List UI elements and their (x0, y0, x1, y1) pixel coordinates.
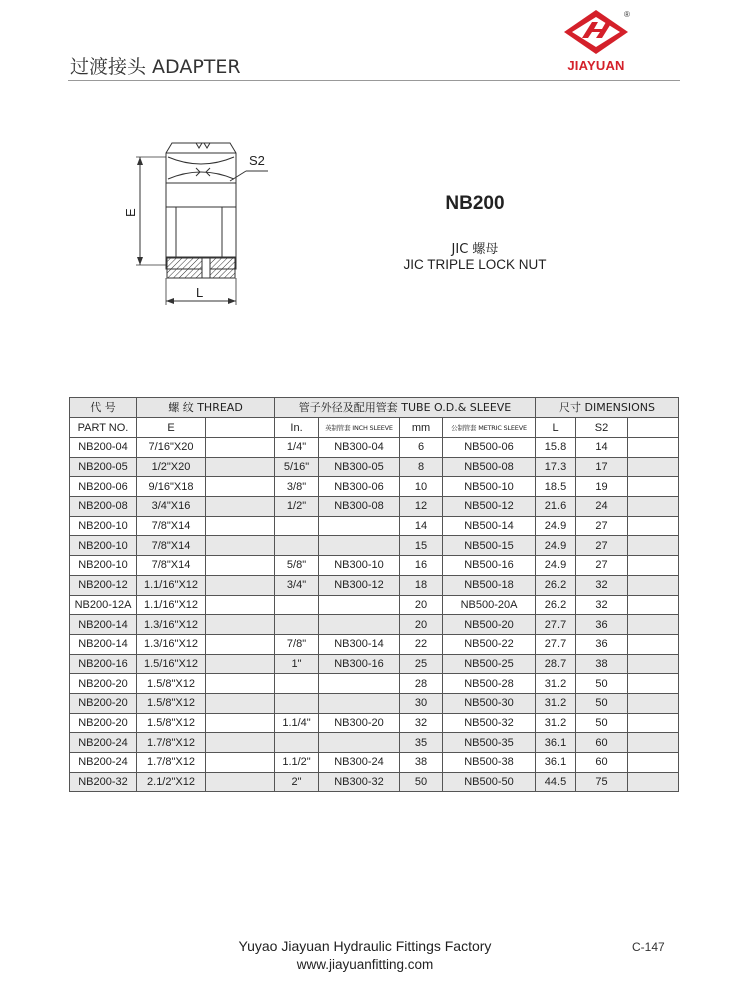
cell-empty (206, 536, 275, 556)
cell-metric-sleeve: NB500-18 (443, 575, 536, 595)
cell-part-no: NB200-20 (70, 693, 137, 713)
cell-thread: 7/8"X14 (137, 556, 206, 576)
cell-inch (275, 733, 319, 753)
cell-s2: 14 (576, 438, 628, 458)
cell-mm: 16 (400, 556, 443, 576)
cell-inch (275, 615, 319, 635)
cell-metric-sleeve: NB500-12 (443, 497, 536, 517)
cell-inch-sleeve (319, 615, 400, 635)
cell-s2: 27 (576, 556, 628, 576)
cell-thread: 7/16"X20 (137, 438, 206, 458)
cell-thread: 1.3/16"X12 (137, 634, 206, 654)
cell-inch-sleeve: NB300-32 (319, 772, 400, 792)
cell-part-no: NB200-10 (70, 536, 137, 556)
cell-inch: 7/8" (275, 634, 319, 654)
product-name-en: JIC TRIPLE LOCK NUT (403, 257, 547, 272)
header-inch-sleeve: 英制管套 INCH SLEEVE (319, 418, 400, 438)
cell-s2: 50 (576, 713, 628, 733)
cell-thread: 1.7/8"X12 (137, 733, 206, 753)
l-label: L (196, 285, 204, 300)
cell-inch: 1/2" (275, 497, 319, 517)
cell-inch: 5/16" (275, 457, 319, 477)
cell-empty (628, 457, 679, 477)
cell-empty (628, 556, 679, 576)
cell-empty (206, 634, 275, 654)
cell-mm: 32 (400, 713, 443, 733)
table-row (70, 634, 679, 654)
cell-mm: 30 (400, 693, 443, 713)
table-row (70, 713, 679, 733)
cell-part-no: NB200-16 (70, 654, 137, 674)
cell-mm: 20 (400, 595, 443, 615)
cell-mm: 22 (400, 634, 443, 654)
cell-s2: 36 (576, 615, 628, 635)
cell-empty (628, 615, 679, 635)
cell-mm: 10 (400, 477, 443, 497)
cell-part-no: NB200-14 (70, 634, 137, 654)
cell-metric-sleeve: NB500-50 (443, 772, 536, 792)
cell-thread: 3/4"X16 (137, 497, 206, 517)
cell-s2: 17 (576, 457, 628, 477)
cell-metric-sleeve: NB500-20A (443, 595, 536, 615)
table-row (70, 438, 679, 458)
cell-inch: 5/8" (275, 556, 319, 576)
table-row (70, 556, 679, 576)
cell-empty (206, 753, 275, 773)
cell-part-no: NB200-20 (70, 674, 137, 694)
cell-inch-sleeve: NB300-12 (319, 575, 400, 595)
table-row (70, 575, 679, 595)
cell-l: 26.2 (536, 595, 576, 615)
table-row (70, 615, 679, 635)
cell-metric-sleeve: NB500-06 (443, 438, 536, 458)
cell-l: 24.9 (536, 536, 576, 556)
cell-metric-sleeve: NB500-30 (443, 693, 536, 713)
cell-l: 31.2 (536, 674, 576, 694)
cell-inch-sleeve (319, 516, 400, 536)
cell-inch-sleeve: NB300-08 (319, 497, 400, 517)
cell-inch-sleeve: NB300-16 (319, 654, 400, 674)
cell-empty (206, 575, 275, 595)
table-row (70, 536, 679, 556)
cell-inch: 1/4" (275, 438, 319, 458)
jiayuan-logo (556, 8, 636, 74)
cell-inch (275, 693, 319, 713)
cell-s2: 27 (576, 516, 628, 536)
cell-part-no: NB200-12 (70, 575, 137, 595)
table-row (70, 516, 679, 536)
header-empty (206, 418, 275, 438)
cell-l: 36.1 (536, 753, 576, 773)
table-row (70, 772, 679, 792)
cell-s2: 19 (576, 477, 628, 497)
cell-mm: 6 (400, 438, 443, 458)
cell-thread: 1.5/8"X12 (137, 713, 206, 733)
cell-part-no: NB200-24 (70, 733, 137, 753)
header-mm: mm (400, 418, 443, 438)
cell-s2: 50 (576, 674, 628, 694)
cell-inch (275, 516, 319, 536)
header-e: E (137, 418, 206, 438)
cell-empty (628, 516, 679, 536)
header-metric-sleeve: 公制管套 METRIC SLEEVE (443, 418, 536, 438)
cell-mm: 35 (400, 733, 443, 753)
table-row (70, 595, 679, 615)
cell-mm: 25 (400, 654, 443, 674)
cell-s2: 60 (576, 733, 628, 753)
cell-empty (206, 438, 275, 458)
cell-inch (275, 595, 319, 615)
cell-metric-sleeve: NB500-16 (443, 556, 536, 576)
cell-empty (206, 693, 275, 713)
cell-inch-sleeve: NB300-14 (319, 634, 400, 654)
spec-table (69, 397, 679, 792)
cell-thread: 1.3/16"X12 (137, 615, 206, 635)
table-row (70, 654, 679, 674)
cell-s2: 50 (576, 693, 628, 713)
sub-header-row (70, 418, 679, 438)
cell-inch: 3/4" (275, 575, 319, 595)
cell-metric-sleeve: NB500-08 (443, 457, 536, 477)
cell-thread: 9/16"X18 (137, 477, 206, 497)
table-row (70, 497, 679, 517)
cell-metric-sleeve: NB500-28 (443, 674, 536, 694)
cell-inch-sleeve: NB300-20 (319, 713, 400, 733)
cell-thread: 1.1/16"X12 (137, 595, 206, 615)
cell-l: 24.9 (536, 556, 576, 576)
e-label: E (123, 208, 138, 217)
cell-inch-sleeve (319, 536, 400, 556)
cell-metric-sleeve: NB500-22 (443, 634, 536, 654)
cell-s2: 24 (576, 497, 628, 517)
cell-s2: 32 (576, 595, 628, 615)
s2-label: S2 (249, 153, 265, 168)
cell-empty (628, 713, 679, 733)
cell-inch: 2" (275, 772, 319, 792)
cell-inch-sleeve: NB300-06 (319, 477, 400, 497)
cell-empty (628, 753, 679, 773)
cell-l: 17.3 (536, 457, 576, 477)
cell-inch: 1.1/4" (275, 713, 319, 733)
cell-inch (275, 536, 319, 556)
cell-mm: 18 (400, 575, 443, 595)
cell-inch-sleeve (319, 733, 400, 753)
cell-empty (206, 733, 275, 753)
cell-l: 27.7 (536, 615, 576, 635)
table-row (70, 477, 679, 497)
cell-empty (628, 772, 679, 792)
cell-thread: 2.1/2"X12 (137, 772, 206, 792)
cell-inch-sleeve (319, 674, 400, 694)
header-l: L (536, 418, 576, 438)
cell-empty (206, 516, 275, 536)
table-row (70, 674, 679, 694)
cell-empty (628, 674, 679, 694)
product-name-cn: JIC 螺母 (451, 242, 499, 257)
cell-metric-sleeve: NB500-14 (443, 516, 536, 536)
header-thread: 螺 纹 THREAD (137, 398, 275, 418)
cell-thread: 7/8"X14 (137, 536, 206, 556)
cell-empty (628, 654, 679, 674)
cell-empty (628, 575, 679, 595)
cell-part-no: NB200-06 (70, 477, 137, 497)
cell-thread: 1.5/16"X12 (137, 654, 206, 674)
cell-l: 15.8 (536, 438, 576, 458)
cell-l: 21.6 (536, 497, 576, 517)
cell-empty (206, 457, 275, 477)
cell-part-no: NB200-04 (70, 438, 137, 458)
header-divider (68, 80, 680, 81)
cell-inch-sleeve: NB300-24 (319, 753, 400, 773)
cell-thread: 1.7/8"X12 (137, 753, 206, 773)
group-header-row (70, 398, 679, 418)
cell-l: 26.2 (536, 575, 576, 595)
header-inch: In. (275, 418, 319, 438)
registered-mark: ® (624, 10, 630, 19)
cell-l: 24.9 (536, 516, 576, 536)
footer-company: Yuyao Jiayuan Hydraulic Fittings Factory (238, 938, 492, 954)
cell-part-no: NB200-10 (70, 516, 137, 536)
table-row (70, 457, 679, 477)
header-dimensions: 尺寸 DIMENSIONS (536, 398, 679, 418)
cell-empty (206, 556, 275, 576)
cell-s2: 27 (576, 536, 628, 556)
cell-empty (206, 497, 275, 517)
cell-mm: 15 (400, 536, 443, 556)
cell-empty (628, 438, 679, 458)
cell-s2: 60 (576, 753, 628, 773)
cell-s2: 75 (576, 772, 628, 792)
cell-empty (628, 693, 679, 713)
cell-part-no: NB200-14 (70, 615, 137, 635)
cell-empty (206, 674, 275, 694)
cell-empty (206, 713, 275, 733)
cell-empty (628, 477, 679, 497)
cell-inch (275, 674, 319, 694)
cell-metric-sleeve: NB500-38 (443, 753, 536, 773)
cell-inch-sleeve: NB300-04 (319, 438, 400, 458)
cell-empty (206, 477, 275, 497)
page-title: 过渡接头 ADAPTER (70, 56, 241, 78)
cell-metric-sleeve: NB500-35 (443, 733, 536, 753)
cell-inch-sleeve (319, 595, 400, 615)
cell-inch-sleeve (319, 693, 400, 713)
logo-mark-icon (562, 8, 630, 54)
cell-empty (628, 733, 679, 753)
cell-empty (628, 536, 679, 556)
header-s2: S2 (576, 418, 628, 438)
cell-metric-sleeve: NB500-20 (443, 615, 536, 635)
cell-metric-sleeve: NB500-15 (443, 536, 536, 556)
cell-empty (206, 654, 275, 674)
product-code: NB200 (445, 193, 505, 214)
cell-l: 31.2 (536, 693, 576, 713)
header-part-no: PART NO. (70, 418, 137, 438)
header-tube: 管子外径及配用管套 TUBE O.D.& SLEEVE (275, 398, 536, 418)
cell-mm: 8 (400, 457, 443, 477)
cell-inch: 1" (275, 654, 319, 674)
cell-metric-sleeve: NB500-25 (443, 654, 536, 674)
cell-inch-sleeve: NB300-10 (319, 556, 400, 576)
cell-s2: 38 (576, 654, 628, 674)
cell-mm: 50 (400, 772, 443, 792)
cell-s2: 36 (576, 634, 628, 654)
table-row (70, 693, 679, 713)
table-row (70, 733, 679, 753)
cell-part-no: NB200-20 (70, 713, 137, 733)
cell-part-no: NB200-32 (70, 772, 137, 792)
footer-url: www.jiayuanfitting.com (296, 957, 434, 972)
cell-part-no: NB200-12A (70, 595, 137, 615)
cell-mm: 12 (400, 497, 443, 517)
cell-mm: 20 (400, 615, 443, 635)
header-part-cn: 代 号 (70, 398, 137, 418)
cell-metric-sleeve: NB500-32 (443, 713, 536, 733)
page-number: C-147 (632, 940, 665, 954)
cell-part-no: NB200-24 (70, 753, 137, 773)
table-row (70, 753, 679, 773)
cell-empty (206, 772, 275, 792)
cell-empty (628, 497, 679, 517)
cell-l: 44.5 (536, 772, 576, 792)
cell-part-no: NB200-10 (70, 556, 137, 576)
cell-thread: 1/2"X20 (137, 457, 206, 477)
cell-mm: 28 (400, 674, 443, 694)
cell-l: 28.7 (536, 654, 576, 674)
cell-l: 36.1 (536, 733, 576, 753)
cell-thread: 7/8"X14 (137, 516, 206, 536)
cell-thread: 1.5/8"X12 (137, 693, 206, 713)
cell-part-no: NB200-05 (70, 457, 137, 477)
cell-empty (628, 634, 679, 654)
cell-inch: 1.1/2" (275, 753, 319, 773)
cell-metric-sleeve: NB500-10 (443, 477, 536, 497)
logo-text: JIAYUAN (567, 58, 625, 73)
technical-drawing (118, 135, 288, 315)
cell-l: 31.2 (536, 713, 576, 733)
cell-part-no: NB200-08 (70, 497, 137, 517)
cell-inch: 3/8" (275, 477, 319, 497)
cell-mm: 14 (400, 516, 443, 536)
header-empty (628, 418, 679, 438)
cell-thread: 1.5/8"X12 (137, 674, 206, 694)
cell-empty (628, 595, 679, 615)
cell-empty (206, 595, 275, 615)
cell-thread: 1.1/16"X12 (137, 575, 206, 595)
cell-s2: 32 (576, 575, 628, 595)
cell-l: 27.7 (536, 634, 576, 654)
cell-l: 18.5 (536, 477, 576, 497)
cell-inch-sleeve: NB300-05 (319, 457, 400, 477)
cell-empty (206, 615, 275, 635)
cell-mm: 38 (400, 753, 443, 773)
